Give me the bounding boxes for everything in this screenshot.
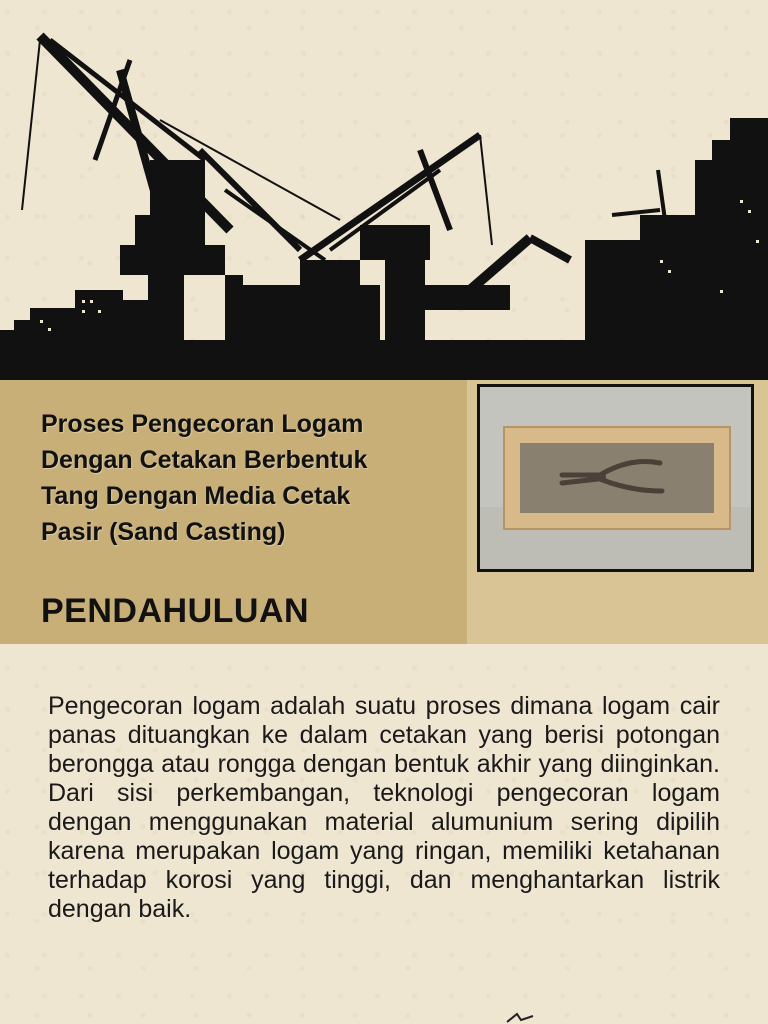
title-line: Pasir (Sand Casting) bbox=[41, 518, 286, 546]
title-line: Tang Dengan Media Cetak bbox=[41, 482, 351, 510]
title-line: Proses Pengecoran Logam bbox=[41, 410, 364, 438]
sand-mold-photo bbox=[477, 384, 754, 572]
intro-paragraph: Pengecoran logam adalah suatu proses dimana logam cair panas dituangkan ke dalam cetakan yang berisi potongan berongga atau rongga dengan bentuk akhir yang diinginkan. Dari sisi perkembangan, teknologi pengecoran logam dengan menggunakan material alumunium sering dipilih karena merupakan logam yang ringan, memiliki ketahanan terhadap korosi yang tinggi, dan menghantarkan listrik dengan baik. bbox=[48, 692, 720, 923]
decorative-mark-icon bbox=[505, 1012, 535, 1024]
title-line: Dengan Cetakan Berbentuk bbox=[41, 446, 368, 474]
document-title bbox=[41, 406, 446, 550]
shipyard-silhouette-image bbox=[0, 0, 768, 380]
section-heading: PENDAHULUAN bbox=[41, 592, 310, 630]
